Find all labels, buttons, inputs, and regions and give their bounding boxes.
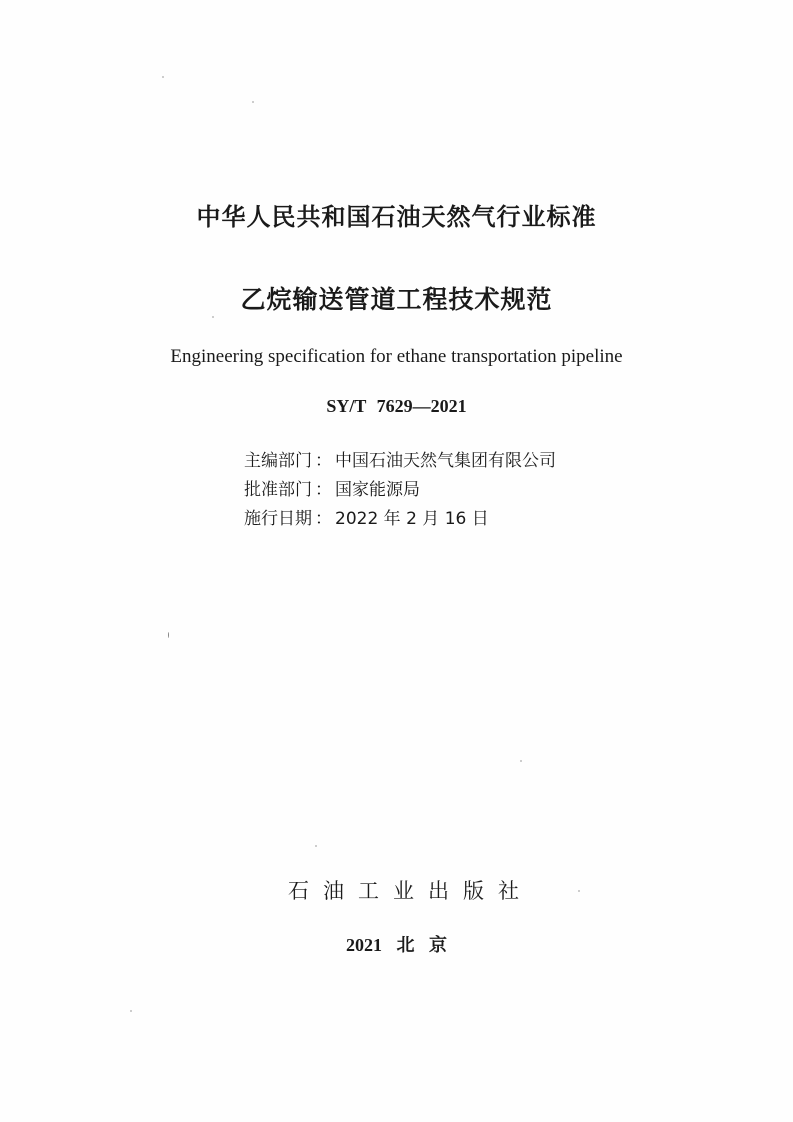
editor-row xyxy=(244,447,556,476)
scan-speck xyxy=(168,632,169,638)
scan-speck xyxy=(162,76,164,78)
approver-label: 批准部门 xyxy=(244,480,312,500)
effective-date-value: 2022 年 2 月 16 日 xyxy=(335,509,489,529)
standard-code: SY/T 7629—2021 xyxy=(326,396,467,416)
scan-speck xyxy=(252,101,254,103)
editor-value: 中国石油天然气集团有限公司 xyxy=(335,451,556,471)
separator: ： xyxy=(315,451,332,471)
publisher-name: 石油工业出版社 xyxy=(288,879,533,903)
scan-speck xyxy=(212,316,214,318)
standard-metadata xyxy=(244,447,556,534)
approver-value: 国家能源局 xyxy=(335,480,420,500)
document-title-cn: 乙烷输送管道工程技术规范 xyxy=(240,285,553,314)
editor-label: 主编部门 xyxy=(244,451,312,471)
scan-speck xyxy=(520,760,522,762)
document-title-en: Engineering specification for ethane transportation pipeline xyxy=(170,346,623,367)
scan-speck xyxy=(130,1010,132,1012)
separator: ： xyxy=(315,480,332,500)
industry-standard-heading: 中华人民共和国石油天然气行业标准 xyxy=(196,203,597,231)
scan-speck xyxy=(315,845,317,847)
effective-date-label: 施行日期 xyxy=(244,509,312,529)
effective-date-row xyxy=(244,505,556,534)
publication-year-place: 2021 北 京 xyxy=(346,935,447,955)
separator: ： xyxy=(315,509,332,529)
approver-row xyxy=(244,476,556,505)
